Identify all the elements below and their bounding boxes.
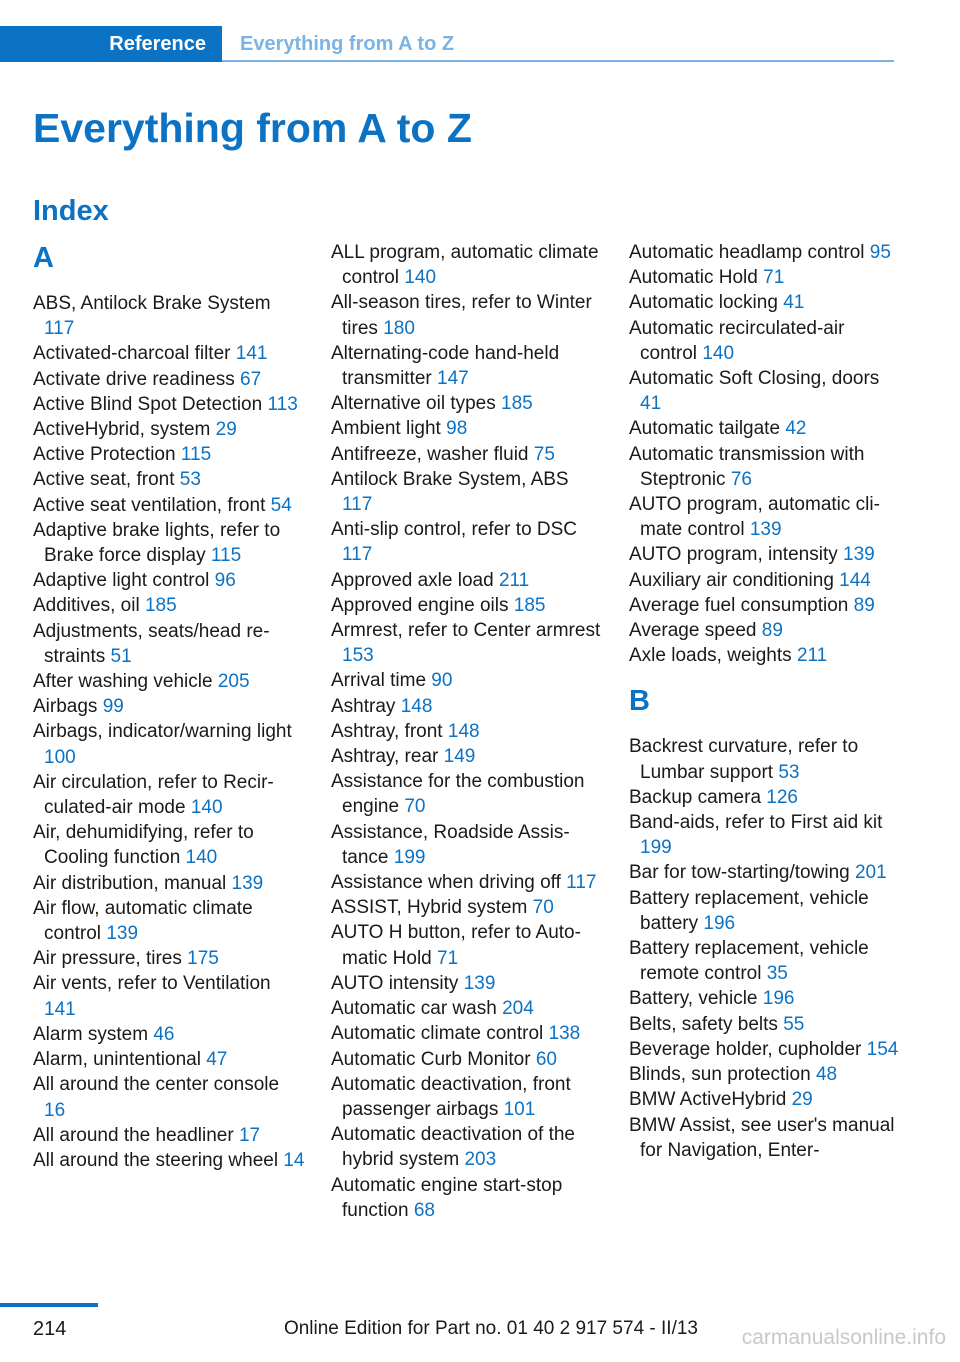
index-entry (33, 1148, 305, 1173)
page-link[interactable]: 139 (843, 544, 875, 566)
page-link[interactable]: 185 (501, 393, 533, 415)
index-entry (33, 1022, 305, 1047)
index-entry (629, 240, 901, 265)
index-entry (33, 871, 305, 896)
page-link[interactable]: 203 (464, 1149, 497, 1171)
index-entry (629, 593, 901, 618)
index-entry (331, 744, 603, 769)
index-entry (33, 770, 305, 820)
page-link[interactable]: 148 (400, 695, 433, 717)
index-entry-text: Ashtray (331, 695, 396, 717)
index-entry-text: AUTO program, intensity (629, 544, 838, 566)
index-entry-text: Automatic car wash (331, 998, 497, 1020)
page-link[interactable]: 16 (44, 1099, 66, 1121)
index-entry (629, 442, 901, 492)
index-entry (331, 517, 603, 567)
index-entry-text: Arrival time (331, 670, 427, 692)
page-link[interactable]: 98 (446, 418, 468, 440)
index-entry (331, 971, 603, 996)
index-entry-text: Automatic Soft Closing, doors (629, 368, 880, 390)
page-link[interactable]: 117 (342, 494, 373, 516)
header-divider (222, 60, 894, 62)
page-link[interactable]: 140 (185, 847, 218, 869)
page-link[interactable]: 117 (566, 872, 597, 894)
index-entry (629, 316, 901, 366)
index-entry-text: Activated-charcoal filter (33, 343, 231, 365)
page-link[interactable]: 140 (190, 797, 223, 819)
index-entry (331, 467, 603, 517)
index-column-3 (629, 240, 901, 1163)
index-entry (629, 1012, 901, 1037)
index-entry (33, 1072, 305, 1122)
index-entry (331, 1173, 603, 1223)
page-link[interactable]: 196 (762, 988, 795, 1010)
page-link[interactable]: 205 (217, 671, 250, 693)
index-entry (629, 416, 901, 441)
index-entry-text: All around the center console (33, 1074, 280, 1096)
index-entry-text: Adaptive light control (33, 570, 210, 592)
page-link[interactable]: 35 (766, 963, 788, 985)
index-entry-text: Battery, vehicle (629, 988, 758, 1010)
entry-list (629, 734, 901, 1162)
page-link[interactable]: 175 (187, 948, 219, 970)
page-link[interactable]: 101 (503, 1098, 536, 1120)
index-entry (33, 367, 305, 392)
page-link[interactable]: 71 (437, 947, 459, 969)
page-link[interactable]: 95 (869, 242, 891, 263)
index-entry-text: Automatic deactivation of the hybrid system (331, 1124, 575, 1171)
index-letter-a: A (33, 242, 54, 274)
index-entry-text: Assistance when driving off (331, 872, 561, 894)
index-entry (331, 694, 603, 719)
index-entry-text: AUTO program, automatic climate control (629, 494, 880, 541)
index-entry-text: Alternating-code hand-held transmitter (331, 342, 560, 390)
page-link[interactable]: 75 (533, 443, 555, 465)
index-entry-text: Assistance, Roadside Assistance (331, 821, 570, 868)
section-tab-label: Reference (109, 32, 206, 55)
index-entry (331, 391, 603, 416)
page-link[interactable]: 154 (866, 1038, 899, 1060)
index-entry (331, 416, 603, 441)
index-entry (331, 290, 603, 340)
index-entry-text: Automatic Hold (629, 267, 758, 289)
index-entry-text: Axle loads, weights (629, 645, 792, 667)
index-entry (33, 392, 305, 417)
index-entry (331, 895, 603, 920)
index-entry-text: Armrest, refer to Center armrest (331, 620, 601, 642)
index-entry-text: Ashtray, rear (331, 746, 439, 768)
index-entry (629, 542, 901, 567)
index-entry (33, 467, 305, 492)
page-link[interactable]: 139 (231, 872, 264, 894)
page-link[interactable]: 41 (640, 393, 662, 415)
index-entry-text: Alarm, unintentional (33, 1049, 201, 1071)
index-entry-text: Belts, safety belts (629, 1013, 778, 1035)
page-link[interactable]: 29 (791, 1089, 813, 1111)
index-letter-b: B (629, 685, 650, 718)
index-entry-text: Band-aids, refer to First aid kit (629, 812, 883, 834)
entry-list (331, 240, 603, 1223)
index-entry-text: Battery replacement, vehicle remote control (629, 938, 869, 985)
page-link[interactable]: 89 (761, 620, 783, 642)
index-entry (629, 618, 901, 643)
index-entry (629, 1087, 901, 1112)
index-entry (33, 493, 305, 518)
page-link[interactable]: 147 (437, 368, 469, 390)
index-entry-text: All around the headliner (33, 1124, 234, 1146)
index-entry (629, 986, 901, 1011)
index-entry-text: Airbags (33, 696, 98, 718)
page-link[interactable]: 53 (179, 469, 201, 491)
index-entry-text: Blinds, sun protection (629, 1064, 811, 1086)
index-entry-text: All-season tires, refer to Winter tires (331, 292, 592, 339)
index-entry (331, 1072, 603, 1122)
index-entry (629, 785, 901, 810)
page-link[interactable]: 211 (498, 569, 530, 591)
index-entry-text: ALL program, automatic climate control (331, 242, 599, 289)
index-entry-text: All around the steering wheel (33, 1149, 279, 1171)
index-entry (33, 518, 305, 568)
page-link[interactable]: 100 (44, 746, 76, 768)
index-entry-text: Automatic recirculated-air control (629, 317, 845, 364)
index-entry-text: Additives, oil (33, 595, 140, 617)
index-entry (33, 896, 305, 946)
index-entry-text: Airbags, indicator/warning light (33, 721, 292, 743)
page-link[interactable]: 153 (342, 645, 374, 667)
index-entry-text: Air circulation, refer to Recirculated-air mode (33, 771, 274, 819)
index-entry (33, 417, 305, 442)
page-link[interactable]: 139 (749, 519, 782, 541)
index-entry-text: Backrest curvature, refer to Lumbar support (629, 736, 859, 783)
page-link[interactable]: 211 (796, 645, 828, 667)
index-entry (33, 669, 305, 694)
page-link[interactable]: 113 (267, 393, 298, 415)
index-entry (629, 366, 901, 416)
index-entry-text: Automatic transmission with Steptronic (629, 443, 865, 490)
index-entry-text: Beverage holder, cupholder (629, 1038, 862, 1060)
index-entry-text: Adaptive brake lights, refer to Brake force display (33, 519, 281, 567)
index-entry-text: Automatic tailgate (629, 418, 781, 440)
index-entry-text: Air, dehumidifying, refer to Cooling function (33, 822, 254, 869)
page-link[interactable]: 115 (210, 545, 242, 567)
index-entry (331, 1021, 603, 1046)
index-entry-text: Antifreeze, washer fluid (331, 443, 529, 465)
index-entry (629, 1062, 901, 1087)
page-link[interactable]: 42 (785, 418, 807, 440)
page-link[interactable]: 199 (640, 837, 672, 859)
index-entry-text: Alarm system (33, 1023, 149, 1045)
index-entry-text: Automatic climate control (331, 1023, 544, 1045)
index-entry-text: BMW Assist, see user's manual for Navigation, Enter- (629, 1114, 895, 1161)
page-link[interactable]: 54 (270, 494, 292, 516)
index-entry (33, 341, 305, 366)
entry-list (33, 291, 305, 1173)
index-entry (331, 593, 603, 618)
index-entry-text: Ambient light (331, 418, 441, 440)
page-link[interactable]: 53 (778, 761, 800, 783)
index-entry-text: Air distribution, manual (33, 872, 227, 894)
page-link[interactable]: 47 (206, 1049, 228, 1071)
index-entry-text: Active Blind Spot Detection (33, 393, 263, 415)
page-link[interactable]: 55 (783, 1013, 805, 1035)
page-link[interactable]: 90 (431, 670, 453, 692)
index-entry-text: ABS, Antilock Brake System (33, 293, 271, 314)
page-link[interactable]: 139 (106, 923, 139, 945)
index-entry (331, 996, 603, 1021)
index-entry-text: Average fuel consumption (629, 594, 849, 616)
page-link[interactable]: 67 (240, 368, 262, 390)
page-link[interactable]: 70 (532, 897, 554, 919)
index-entry (331, 568, 603, 593)
page-number: 214 (33, 1318, 67, 1340)
index-entry (331, 341, 603, 391)
edition-note: Online Edition for Part no. 01 40 2 917 574 - II/13 (283, 1318, 698, 1339)
index-entry (33, 694, 305, 719)
index-entry-text: Anti-slip control, refer to DSC (331, 519, 578, 541)
index-column-2 (331, 240, 603, 1223)
index-entry (33, 593, 305, 618)
index-entry (33, 971, 305, 1021)
index-entry-text: BMW ActiveHybrid (629, 1089, 787, 1111)
index-entry (331, 618, 603, 668)
page-link[interactable]: 89 (853, 594, 875, 616)
page-link[interactable]: 68 (413, 1199, 435, 1221)
index-entry (331, 719, 603, 744)
page-link[interactable]: 117 (44, 318, 75, 340)
page-link[interactable]: 41 (783, 292, 805, 314)
page-link[interactable]: 204 (502, 998, 534, 1020)
index-entry-text: Average speed (629, 620, 757, 642)
index-entry-text: Battery replacement, vehicle battery (629, 887, 869, 934)
index-entry-text: Air vents, refer to Ventilation (33, 973, 271, 995)
index-entry-text: Active seat ventilation, front (33, 494, 266, 516)
index-entry-text: Automatic locking (629, 292, 778, 314)
page-link[interactable]: 117 (342, 544, 373, 566)
index-entry (629, 1037, 901, 1062)
index-entry-text: Automatic engine start-stop function (331, 1174, 563, 1221)
index-entry (331, 1122, 603, 1172)
page-link[interactable]: 141 (235, 343, 268, 365)
index-entry (33, 1123, 305, 1148)
index-entry (629, 936, 901, 986)
page-link[interactable]: 71 (763, 267, 785, 289)
index-entry-text: Adjustments, seats/head restraints (33, 620, 270, 667)
page-link[interactable]: 96 (214, 570, 236, 592)
index-entry-text: Automatic deactivation, front passenger airbags (331, 1073, 571, 1120)
index-entry-text: Air pressure, tires (33, 948, 182, 970)
section-title: Index (33, 195, 109, 227)
index-entry-text: Automatic headlamp control (629, 242, 865, 263)
index-entry (33, 568, 305, 593)
page-link[interactable]: 180 (383, 317, 415, 339)
index-entry-text: Activate drive readiness (33, 368, 235, 390)
page-link[interactable]: 139 (463, 972, 496, 994)
index-column-1 (33, 240, 305, 1173)
page-link[interactable]: 70 (404, 796, 426, 818)
page-link[interactable]: 141 (44, 998, 76, 1020)
page-link[interactable]: 185 (144, 595, 177, 617)
index-entry (331, 668, 603, 693)
index-entry (629, 265, 901, 290)
watermark: carmanualsonline.info (741, 1326, 946, 1349)
page-link[interactable]: 140 (404, 267, 437, 289)
page-link[interactable]: 76 (730, 468, 752, 490)
index-entry (629, 1113, 901, 1163)
entry-list (629, 240, 901, 668)
page-link[interactable]: 14 (283, 1149, 305, 1171)
page-link[interactable]: 115 (180, 444, 212, 466)
index-entry (629, 734, 901, 784)
page-link[interactable]: 46 (153, 1023, 175, 1045)
page-link[interactable]: 126 (766, 786, 798, 808)
index-entry (629, 810, 901, 860)
page-link[interactable]: 51 (110, 645, 132, 667)
index-entry (331, 920, 603, 970)
footer-accent-bar (0, 1303, 98, 1307)
index-entry (33, 946, 305, 971)
index-entry-text: Auxiliary air conditioning (629, 569, 834, 591)
index-entry (33, 619, 305, 669)
index-entry (629, 290, 901, 315)
page-link[interactable]: 144 (839, 569, 871, 591)
index-entry (331, 870, 603, 895)
index-entry (331, 1047, 603, 1072)
page-link[interactable]: 138 (548, 1023, 581, 1045)
page-link[interactable]: 196 (703, 912, 736, 934)
index-entry-text: Assistance for the combustion engine (331, 771, 585, 818)
index-entry-text: Approved axle load (331, 569, 494, 591)
index-entry (33, 820, 305, 870)
page-link[interactable]: 201 (854, 862, 887, 884)
page-link[interactable]: 199 (393, 846, 426, 868)
index-entry-text: AUTO H button, refer to Automatic Hold (331, 922, 581, 969)
index-entry (33, 719, 305, 769)
page-link[interactable]: 149 (443, 746, 476, 768)
index-entry (331, 820, 603, 870)
page-title: Everything from A to Z (33, 105, 472, 151)
index-entry-text: Alternative oil types (331, 393, 496, 415)
index-entry-text: Air flow, automatic climate control (33, 897, 253, 945)
index-entry (629, 643, 901, 668)
index-entry-text: Active Protection (33, 444, 176, 466)
index-entry-text: Active seat, front (33, 469, 175, 491)
index-entry (629, 886, 901, 936)
index-entry (331, 769, 603, 819)
index-entry (331, 240, 603, 290)
index-entry-text: Automatic Curb Monitor (331, 1048, 531, 1070)
index-entry (629, 860, 901, 885)
index-entry (33, 1047, 305, 1072)
page-link[interactable]: 148 (447, 720, 480, 742)
index-entry (629, 568, 901, 593)
index-entry-text: Backup camera (629, 786, 762, 808)
index-entry-text: Antilock Brake System, ABS (331, 468, 569, 490)
index-entry (629, 492, 901, 542)
page-link[interactable]: 29 (215, 419, 237, 441)
index-entry-text: AUTO intensity (331, 972, 459, 994)
page-link[interactable]: 99 (102, 696, 124, 718)
index-entry-text: ActiveHybrid, system (33, 419, 211, 441)
index-entry (33, 442, 305, 467)
index-entry-text: Bar for tow-starting/towing (629, 862, 850, 884)
index-entry (331, 442, 603, 467)
section-tab (0, 26, 222, 62)
page-link[interactable]: 48 (815, 1064, 838, 1086)
page-link[interactable]: 185 (513, 594, 546, 616)
page-link[interactable]: 60 (535, 1048, 557, 1070)
page-link[interactable]: 140 (702, 342, 735, 364)
index-entry-text: After washing vehicle (33, 671, 213, 693)
index-entry-text: ASSIST, Hybrid system (331, 897, 528, 919)
breadcrumb: Everything from A to Z (240, 33, 455, 55)
index-entry-text: Ashtray, front (331, 720, 443, 742)
index-entry (33, 291, 305, 341)
page-link[interactable]: 17 (238, 1124, 261, 1146)
index-entry-text: Approved engine oils (331, 594, 509, 616)
